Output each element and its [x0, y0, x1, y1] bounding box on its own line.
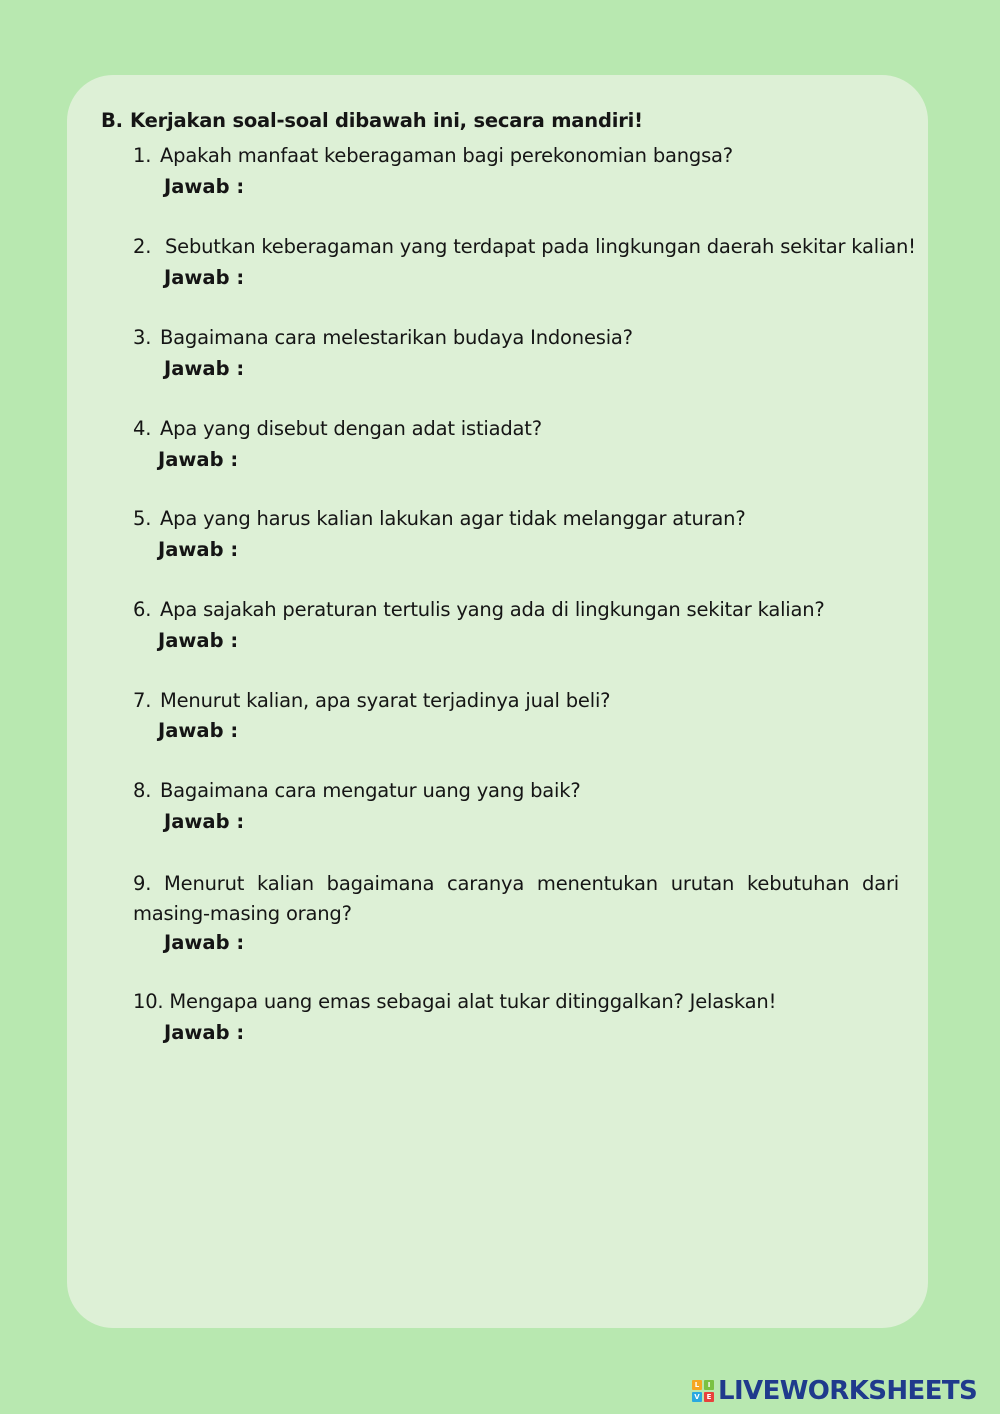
question-7 [133, 689, 610, 712]
question-6 [133, 598, 825, 621]
question-text: Mengapa uang emas sebagai alat tukar ditinggalkan? Jelaskan! [169, 990, 777, 1013]
question-number: 7. [133, 689, 152, 712]
section-letter: B. [101, 109, 123, 132]
logo-letter-e: E [704, 1392, 714, 1402]
answer-label-10[interactable]: Jawab : [164, 1021, 245, 1044]
question-text: Menurut kalian bagaimana caranya menentukan urutan kebutuhan dari masing-masing orang? [133, 872, 900, 925]
logo-letter-v: V [692, 1392, 702, 1402]
question-5 [133, 507, 746, 530]
logo-letter-l: L [692, 1380, 702, 1390]
question-4 [133, 417, 542, 440]
section-heading [101, 109, 643, 132]
brand-name: LIVEWORKSHEETS [718, 1376, 978, 1406]
answer-label-9[interactable]: Jawab : [164, 931, 245, 954]
question-number: 10. [133, 990, 164, 1013]
question-number: 3. [133, 326, 152, 349]
question-number: 8. [133, 779, 152, 802]
question-1 [133, 144, 733, 167]
answer-label-4[interactable]: Jawab : [158, 448, 239, 471]
question-number: 1. [133, 144, 152, 167]
question-number: 2. [133, 235, 152, 258]
question-text: Apakah manfaat keberagaman bagi perekonomian bangsa? [160, 144, 733, 167]
question-10 [133, 990, 776, 1013]
question-number: 6. [133, 598, 152, 621]
question-3 [133, 326, 633, 349]
section-instruction: Kerjakan soal-soal dibawah ini, secara mandiri! [130, 109, 643, 132]
question-number: 5. [133, 507, 152, 530]
liveworksheets-logo-icon [692, 1380, 714, 1402]
question-number: 4. [133, 417, 152, 440]
question-9 [133, 869, 899, 929]
question-8 [133, 779, 581, 802]
question-text: Bagaimana cara melestarikan budaya Indonesia? [160, 326, 633, 349]
answer-label-8[interactable]: Jawab : [164, 810, 245, 833]
answer-label-1[interactable]: Jawab : [164, 175, 245, 198]
question-text: Menurut kalian, apa syarat terjadinya jual beli? [160, 689, 611, 712]
logo-letter-i: I [704, 1380, 714, 1390]
answer-label-7[interactable]: Jawab : [158, 719, 239, 742]
question-text: Bagaimana cara mengatur uang yang baik? [160, 779, 581, 802]
question-text: Apa yang harus kalian lakukan agar tidak melanggar aturan? [160, 507, 746, 530]
answer-label-5[interactable]: Jawab : [158, 538, 239, 561]
question-2 [133, 235, 916, 258]
answer-label-6[interactable]: Jawab : [158, 629, 239, 652]
question-text: Apa sajakah peraturan tertulis yang ada di lingkungan sekitar kalian? [160, 598, 825, 621]
question-text: Apa yang disebut dengan adat istiadat? [160, 417, 542, 440]
liveworksheets-brand[interactable] [692, 1376, 977, 1406]
answer-label-3[interactable]: Jawab : [164, 357, 245, 380]
answer-label-2[interactable]: Jawab : [164, 266, 245, 289]
question-text: Sebutkan keberagaman yang terdapat pada lingkungan daerah sekitar kalian! [165, 235, 916, 258]
question-number: 9. [133, 872, 152, 895]
